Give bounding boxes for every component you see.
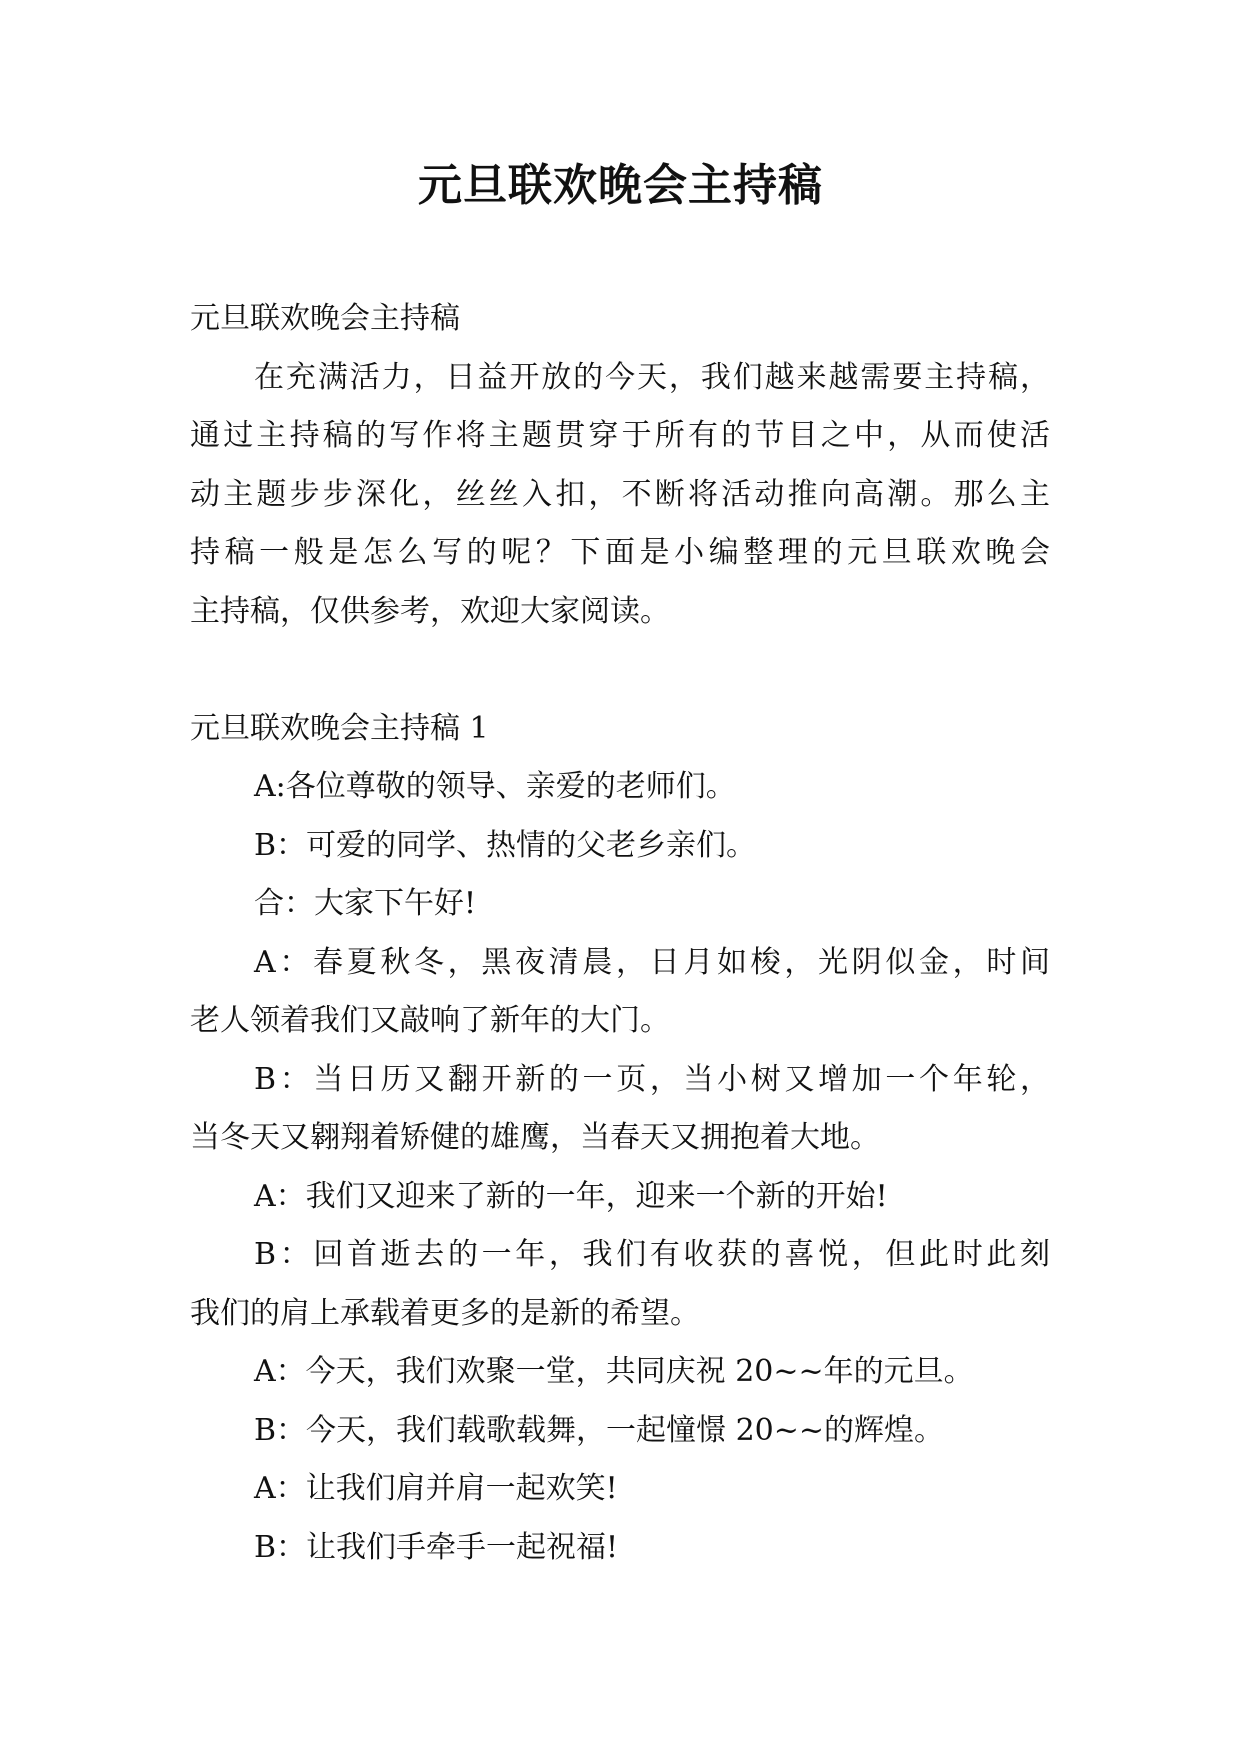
document-title: 元旦联欢晚会主持稿 <box>418 160 823 211</box>
script-line: B：让我们手牵手一起祝福! <box>254 1529 619 1565</box>
subtitle: 元旦联欢晚会主持稿 <box>190 301 460 336</box>
script-line: 我们的肩上承载着更多的是新的希望。 <box>190 1295 700 1331</box>
script-line: A：让我们肩并肩一起欢笑! <box>254 1471 618 1506</box>
script-line: 合：大家下午好! <box>254 886 477 921</box>
script-line: 老人领着我们又敲响了新年的大门。 <box>190 1003 670 1038</box>
document-body <box>190 290 1050 1577</box>
intro-line: 主持稿，仅供参考，欢迎大家阅读。 <box>190 593 670 629</box>
script-line: 当冬天又翱翔着矫健的雄鹰，当春天又拥抱着大地。 <box>190 1120 880 1155</box>
intro-line: 持稿一般是怎么写的呢？下面是小编整理的元旦联欢晚会 <box>190 535 1050 570</box>
section-heading: 元旦联欢晚会主持稿 1 <box>190 710 489 746</box>
script-line: B：回首逝去的一年，我们有收获的喜悦，但此时此刻 <box>254 1237 1050 1272</box>
script-line: A：我们又迎来了新的一年，迎来一个新的开始! <box>254 1178 888 1214</box>
script-line: A：春夏秋冬，黑夜清晨，日月如梭，光阴似金，时间 <box>254 944 1050 980</box>
intro-line: 通过主持稿的写作将主题贯穿于所有的节目之中，从而使活 <box>190 418 1050 453</box>
script-line: A:各位尊敬的领导、亲爱的老师们。 <box>254 769 736 804</box>
script-line: A：今天，我们欢聚一堂，共同庆祝 20~~年的元旦。 <box>254 1354 974 1389</box>
script-line: B：可爱的同学、热情的父老乡亲们。 <box>254 827 757 863</box>
script-line: B：当日历又翻开新的一页，当小树又增加一个年轮， <box>254 1061 1050 1097</box>
paragraph-spacer <box>190 641 1050 700</box>
script-line: B：今天，我们载歌载舞，一起憧憬 20~~的辉煌。 <box>254 1412 945 1448</box>
intro-line: 动主题步步深化，丝丝入扣，不断将活动推向高潮。那么主 <box>190 476 1050 512</box>
intro-line: 在充满活力，日益开放的今天，我们越来越需要主持稿， <box>254 359 1050 395</box>
